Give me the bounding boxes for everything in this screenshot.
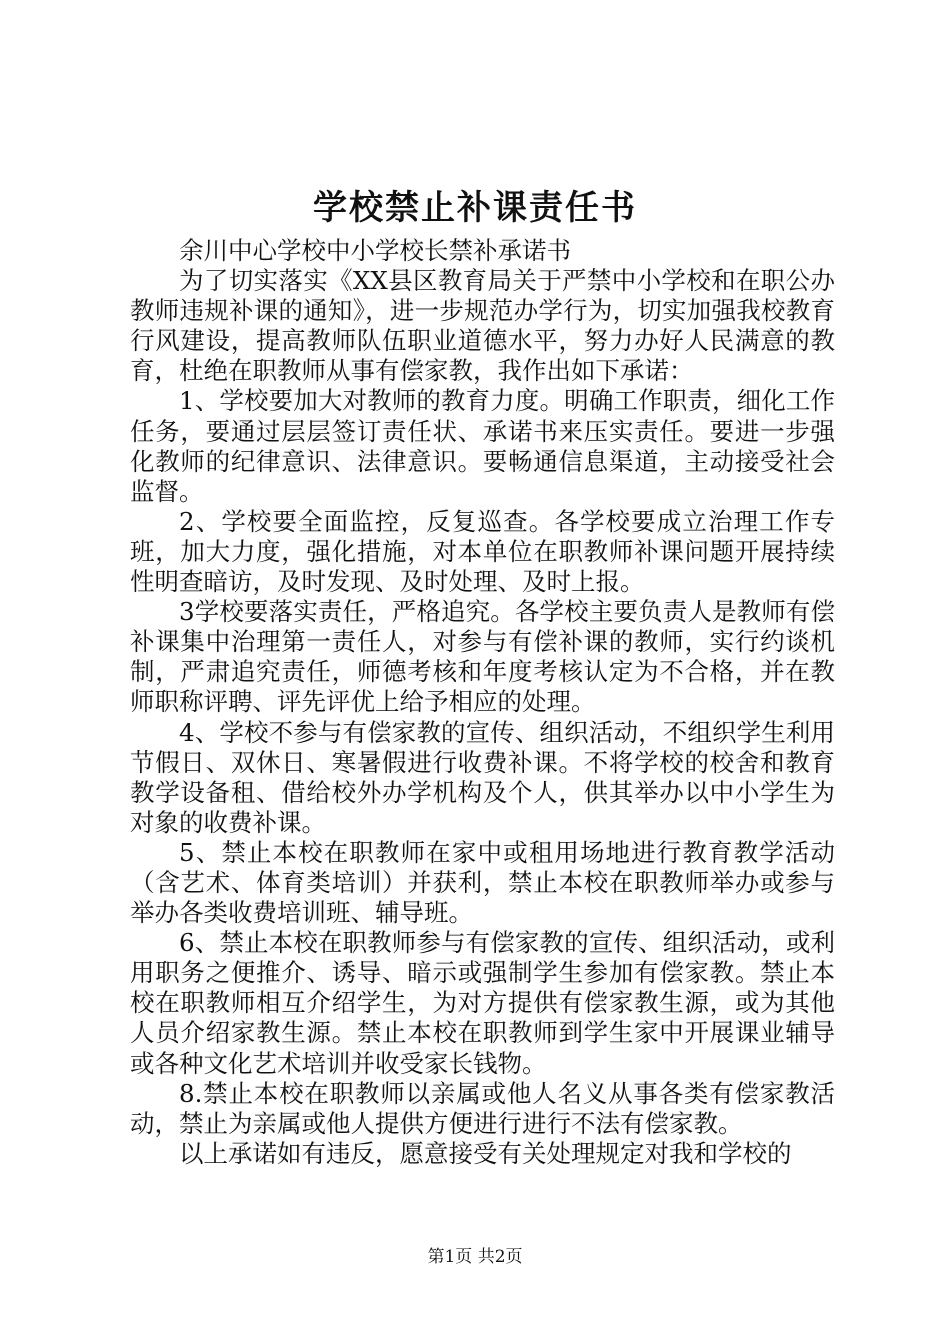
closing-paragraph: 以上承诺如有违反，愿意接受有关处理规定对我和学校的: [179, 1138, 792, 1168]
item-paragraph-8: 8.禁止本校在职教师以亲属或他人名义从事各类有偿家教活动，禁止为亲属或他人提供方便进行进行不法有偿家教。: [130, 1078, 835, 1138]
item-paragraph-3: 3学校要落实责任，严格追究。各学校主要负责人是教师有偿补课集中治理第一责任人，对参与有偿补课的教师，实行约谈机制，严肃追究责任，师德考核和年度考核认定为不合格，并在教师职称评聘、评先评优上给予相应的处理。: [130, 597, 835, 717]
intro-paragraph: 为了切实落实《XX县区教育局关于严禁中小学校和在职公办教师违规补课的通知》，进一步规范办学行为，切实加强我校教育行风建设，提高教师队伍职业道德水平，努力办好人民满意的教育，杜绝在职教师从事有偿家教，我作出如下承诺：: [130, 266, 835, 386]
item-paragraph-4: 4、学校不参与有偿家教的宣传、组织活动，不组织学生利用节假日、双休日、寒暑假进行收费补课。不将学校的校舍和教育教学设备租、借给校外办学机构及个人，供其举办以中小学生为对象的收费补课。: [130, 717, 835, 837]
page-number-footer: 第1页 共2页: [427, 1247, 523, 1267]
item-paragraph-6: 6、禁止本校在职教师参与有偿家教的宣传、组织活动，或利用职务之便推介、诱导、暗示或强制学生参加有偿家教。禁止本校在职教师相互介绍学生，为对方提供有偿家教生源，或为其他人员介绍家教生源。禁止本校在职教师到学生家中开展课业辅导或各种文化艺术培训并收受家长钱物。: [130, 928, 835, 1078]
item-paragraph-1: 1、学校要加大对教师的教育力度。明确工作职责，细化工作任务，要通过层层签订责任状、承诺书来压实责任。要进一步强化教师的纪律意识、法律意识。要畅通信息渠道，主动接受社会监督。: [130, 386, 835, 506]
document-body: [130, 236, 835, 1169]
subtitle-paragraph: 余川中心学校中小学校长禁补承诺书: [179, 236, 571, 265]
item-paragraph-2: 2、学校要全面监控，反复巡查。各学校要成立治理工作专班，加大力度，强化措施，对本单位在职教师补课问题开展持续性明查暗访，及时发现、及时处理、及时上报。: [130, 506, 835, 597]
item-paragraph-5: 5、禁止本校在职教师在家中或租用场地进行教育教学活动（含艺术、体育类培训）并获利，禁止本校在职教师举办或参与举办各类收费培训班、辅导班。: [130, 837, 835, 928]
document-title: 学校禁止补课责任书: [313, 188, 637, 228]
